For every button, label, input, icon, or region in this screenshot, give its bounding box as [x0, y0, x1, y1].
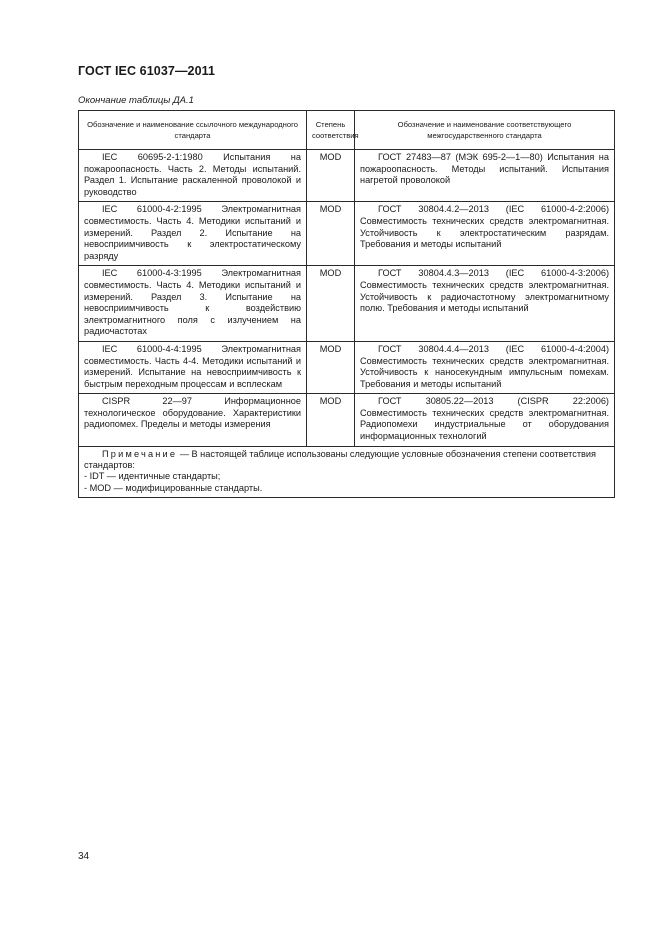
cell-degree: MOD: [307, 394, 355, 446]
cell-degree: MOD: [307, 341, 355, 393]
note-label: Примечание: [102, 448, 178, 459]
table-note-row: [79, 446, 615, 498]
header-intl-standard: Обозначение и наименование ссылочного международного стандарта: [79, 111, 307, 150]
cell-interstate-standard: ГОСТ 30804.4.3—2013 (IEC 61000-4-3:2006) Совместимость технических средств электромагнитная. Устойчивость к радиочастотному электромагнитному полю. Требования и методы испытаний: [355, 266, 615, 342]
cell-intl-standard: IEC 61000-4-4:1995 Электромагнитная совместимость. Часть 4-4. Методики испытаний и измерений. Испытание на невосприимчивость к быстрым переходным процессам и всплескам: [79, 341, 307, 393]
page-number: 34: [78, 851, 90, 862]
table-row: [79, 341, 615, 393]
note-item: - MOD — модифицированные стандарты.: [84, 482, 263, 493]
cell-intl-standard: CISPR 22—97 Информационное технологическое оборудование. Характеристики радиопомех. Пределы и методы измерения: [79, 394, 307, 446]
standards-table: [78, 110, 615, 498]
table-note: [79, 446, 615, 498]
cell-interstate-standard: ГОСТ 30805.22—2013 (CISPR 22:2006) Совместимость технических средств электромагнитная. Радиопомехи индустриальные от оборудования информационных технологий: [355, 394, 615, 446]
header-degree: Степень соответствия: [307, 111, 355, 150]
table-header-row: [79, 111, 615, 150]
cell-interstate-standard: ГОСТ 27483—87 (МЭК 695-2—1—80) Испытания на пожароопасность. Методы испытаний. Испытания нагретой проволокой: [355, 150, 615, 202]
header-interstate-standard: Обозначение и наименование соответствующего межгосударственного стандарта: [355, 111, 615, 150]
cell-interstate-standard: ГОСТ 30804.4.2—2013 (IEC 61000-4-2:2006) Совместимость технических средств электромагнитная. Устойчивость к электростатическим разрядам. Требования и методы испытаний: [355, 202, 615, 266]
cell-intl-standard: IEC 60695-2-1:1980 Испытания на пожароопасность. Часть 2. Методы испытаний. Раздел 1. Испытание раскаленной проволокой и руководство: [79, 150, 307, 202]
table-caption: Окончание таблицы ДА.1: [78, 95, 194, 106]
table-row: [79, 266, 615, 342]
note-item: - IDT — идентичные стандарты;: [84, 471, 221, 482]
cell-interstate-standard: ГОСТ 30804.4.4—2013 (IEC 61000-4-4:2004) Совместимость технических средств электромагнитная. Устойчивость к наносекундным импульсным помехам. Требования и методы испытаний: [355, 341, 615, 393]
table-row: [79, 150, 615, 202]
cell-degree: MOD: [307, 150, 355, 202]
note-text: — В настоящей таблице использованы следующие условные обозначения степени соответствия стандартов:: [84, 448, 597, 471]
table-row: [79, 202, 615, 266]
cell-degree: MOD: [307, 266, 355, 342]
table-row: [79, 394, 615, 446]
page-title: ГОСТ IEC 61037—2011: [78, 64, 216, 78]
cell-intl-standard: IEC 61000-4-2:1995 Электромагнитная совместимость. Часть 4. Методики испытаний и измерений. Раздел 2. Испытание на невосприимчивость к электростатическому разряду: [79, 202, 307, 266]
cell-degree: MOD: [307, 202, 355, 266]
cell-intl-standard: IEC 61000-4-3:1995 Электромагнитная совместимость. Часть 4. Методики испытаний и измерений. Раздел 3. Испытание на невосприимчивость к воздействию электромагнитного поля с излучением на радиочастотах: [79, 266, 307, 342]
